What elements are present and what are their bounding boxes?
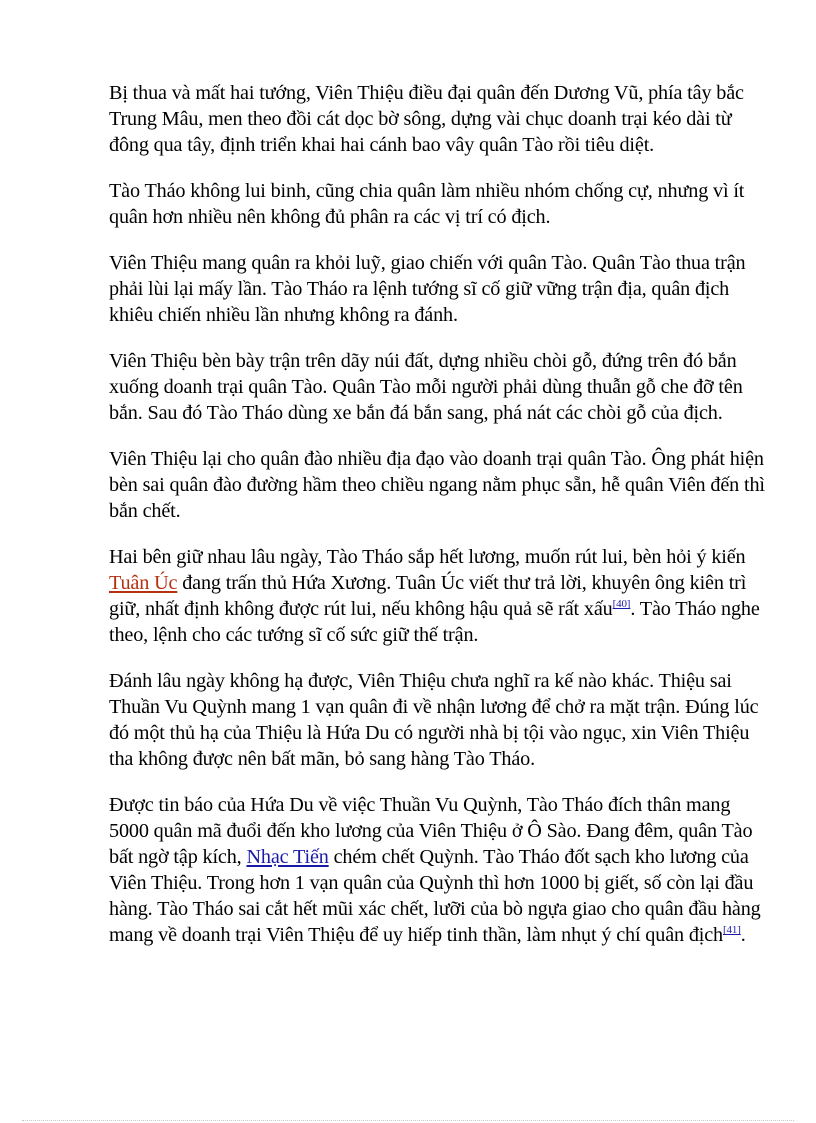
paragraph-8-text-middle: chém chết Quỳnh. Tào Tháo đốt sạch kho lương của Viên Thiệu. Trong hơn 1 vạn quân của Quỳnh thì hơn 1000 bị giết, số còn lại đầu hàng. Tào Tháo sai cắt hết mũi xác chết, lưỡi của bò ngựa giao cho quân đầu hàng mang về doanh trại Viên Thiệu để uy hiếp tinh thần, làm nhụt ý chí quân địch: [109, 846, 761, 946]
link-tuan-uc[interactable]: Tuân Úc: [109, 572, 178, 594]
paragraph-8: [109, 792, 769, 948]
paragraph-6-text-after: . Tào Tháo nghe theo, lệnh cho các tướng sĩ cố sức giữ thế trận.: [109, 598, 760, 646]
footnote-ref-41: [723, 924, 741, 936]
footnote-ref-40: [613, 598, 631, 610]
link-nhac-tien[interactable]: Nhạc Tiến: [246, 846, 329, 868]
paragraph-3: Viên Thiệu mang quân ra khỏi luỹ, giao chiến với quân Tào. Quân Tào thua trận phải lùi lại mấy lần. Tào Tháo ra lệnh tướng sĩ cố giữ vững trận địa, quân địch khiêu chiến nhiều lần nhưng không ra đánh.: [109, 252, 746, 326]
page-bottom-divider: [22, 1120, 794, 1121]
article-body: [109, 80, 769, 968]
footnote-link-41[interactable]: [41]: [723, 924, 741, 936]
paragraph-2: Tào Tháo không lui binh, cũng chia quân làm nhiều nhóm chống cự, nhưng vì ít quân hơn nhiều nên không đủ phân ra các vị trí có địch.: [109, 180, 745, 228]
paragraph-8-text-after: .: [740, 924, 746, 946]
paragraph-7: Đánh lâu ngày không hạ được, Viên Thiệu chưa nghĩ ra kế nào khác. Thiệu sai Thuần Vu Quỳnh mang 1 vạn quân đi về nhận lương để chở ra mặt trận. Đúng lúc đó một thủ hạ của Thiệu là Hứa Du có người nhà bị tội vào ngục, xin Viên Thiệu tha không được nên bất mãn, bỏ sang hàng Tào Tháo.: [109, 670, 759, 770]
paragraph-4: Viên Thiệu bèn bày trận trên dãy núi đất, dựng nhiều chòi gỗ, đứng trên đó bắn xuống doanh trại quân Tào. Quân Tào mỗi người phải dùng thuẫn gỗ che đỡ tên bắn. Sau đó Tào Tháo dùng xe bắn đá bắn sang, phá nát các chòi gỗ của địch.: [109, 350, 743, 424]
footnote-link-40[interactable]: [40]: [612, 598, 631, 610]
paragraph-6: [109, 544, 769, 648]
paragraph-6-text-before: Hai bên giữ nhau lâu ngày, Tào Tháo sắp hết lương, muốn rút lui, bèn hỏi ý kiến: [109, 546, 746, 568]
paragraph-5: Viên Thiệu lại cho quân đào nhiều địa đạo vào doanh trại quân Tào. Ông phát hiện bèn sai quân đào đường hầm theo chiều ngang nằm phục sẵn, hễ quân Viên đến thì bắn chết.: [109, 448, 765, 522]
paragraph-6-text-middle: đang trấn thủ Hứa Xương. Tuân Úc viết thư trả lời, khuyên ông kiên trì giữ, nhất định không được rút lui, nếu không hậu quả sẽ rất xấu: [109, 572, 747, 620]
paragraph-8-text-before: Được tin báo của Hứa Du về việc Thuần Vu Quỳnh, Tào Tháo đích thân mang 5000 quân mã đuổi đến kho lương của Viên Thiệu ở Ô Sào. Đang đêm, quân Tào bất ngờ tập kích,: [109, 794, 753, 868]
paragraph-1: Bị thua và mất hai tướng, Viên Thiệu điều đại quân đến Dương Vũ, phía tây bắc Trung Mâu, men theo đồi cát dọc bờ sông, dựng vài chục doanh trại kéo dài từ đông qua tây, định triển khai hai cánh bao vây quân Tào rồi tiêu diệt.: [109, 82, 744, 156]
